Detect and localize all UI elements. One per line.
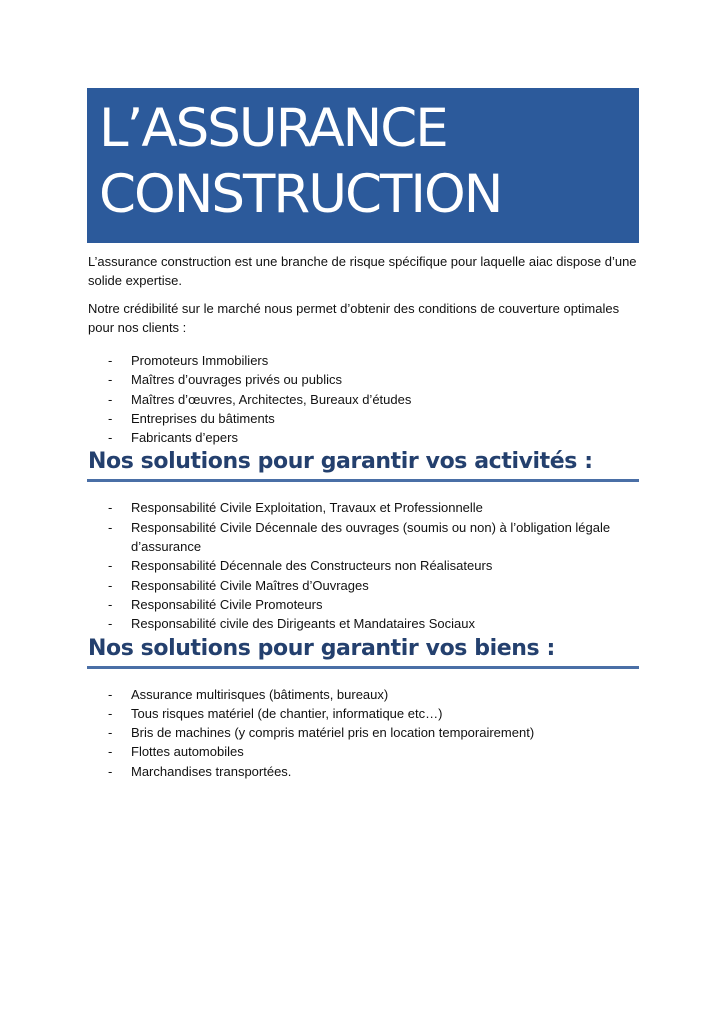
list-item-text: Fabricants d’epers — [131, 430, 238, 446]
page-title-line-1: L’ASSURANCE — [99, 98, 447, 159]
list-item-text: Flottes automobiles — [131, 744, 244, 760]
list-dash: - — [108, 686, 113, 702]
list-dash: - — [108, 353, 113, 368]
list-item — [88, 762, 648, 781]
list-dash: - — [108, 725, 113, 741]
list-item — [88, 723, 648, 742]
list-item-text: Maîtres d’ouvrages privés ou publics — [131, 372, 342, 388]
list-dash: - — [108, 410, 113, 426]
list-item-text: Marchandises transportées. — [131, 763, 292, 779]
list-item — [88, 742, 648, 761]
list-dash: - — [108, 616, 113, 632]
list-dash: - — [108, 519, 113, 535]
list-item — [88, 595, 648, 614]
list-item — [88, 576, 648, 595]
title-banner — [87, 88, 639, 243]
list-item-text: Bris de machines (y compris matériel pris en location temporairement) — [131, 725, 535, 741]
page-title-line-2: CONSTRUCTION — [99, 164, 502, 225]
list-item-text: Tous risques matériel (de chantier, informatique etc…) — [131, 705, 443, 721]
section-heading-assets: Nos solutions pour garantir vos biens : — [88, 635, 555, 661]
list-item — [88, 518, 648, 557]
list-item-text: Responsabilité Décennale des Constructeurs non Réalisateurs — [131, 558, 493, 574]
list-dash: - — [108, 391, 113, 407]
list-item-text: Promoteurs Immobiliers — [131, 353, 269, 368]
list-item-text: Responsabilité Civile Exploitation, Travaux et Professionnelle — [131, 500, 483, 516]
list-item-text: Responsabilité Civile Décennale des ouvrages (soumis ou non) à l’obligation légale d’assurance — [131, 519, 611, 555]
list-item-text: Assurance multirisques (bâtiments, bureaux) — [131, 686, 389, 702]
activities-list — [88, 498, 648, 633]
heading-divider — [87, 479, 639, 482]
list-item-text: Responsabilité Civile Maîtres d’Ouvrages — [131, 577, 369, 593]
list-item — [88, 556, 648, 575]
list-dash: - — [108, 596, 113, 612]
list-item — [88, 428, 648, 447]
intro-paragraph-2: Notre crédibilité sur le marché nous permet d’obtenir des conditions de couverture optimales pour nos clients : — [88, 301, 620, 335]
list-item-text: Maîtres d’œuvres, Architectes, Bureaux d’études — [131, 391, 412, 407]
section-heading-activities: Nos solutions pour garantir vos activités : — [88, 449, 593, 475]
list-item — [88, 370, 648, 389]
list-dash: - — [108, 430, 113, 446]
list-item — [88, 390, 648, 409]
list-dash: - — [108, 744, 113, 760]
list-item — [88, 685, 648, 704]
document-body — [88, 252, 648, 781]
list-item-text: Responsabilité civile des Dirigeants et Mandataires Sociaux — [131, 616, 475, 632]
list-dash: - — [108, 763, 113, 779]
list-item-text: Entreprises du bâtiments — [131, 410, 275, 426]
assets-list — [88, 685, 648, 781]
intro-paragraph-1: L’assurance construction est une branche de risque spécifique pour laquelle aiac dispose d’une solide expertise. — [88, 254, 637, 288]
list-dash: - — [108, 577, 113, 593]
list-item — [88, 704, 648, 723]
heading-divider — [87, 666, 639, 669]
list-item — [88, 498, 648, 517]
list-item — [88, 351, 648, 370]
list-item-text: Responsabilité Civile Promoteurs — [131, 596, 323, 612]
clients-list — [88, 351, 648, 447]
list-dash: - — [108, 705, 113, 721]
list-dash: - — [108, 372, 113, 388]
list-dash: - — [108, 558, 113, 574]
list-item — [88, 614, 648, 633]
list-item — [88, 409, 648, 428]
list-dash: - — [108, 500, 113, 516]
